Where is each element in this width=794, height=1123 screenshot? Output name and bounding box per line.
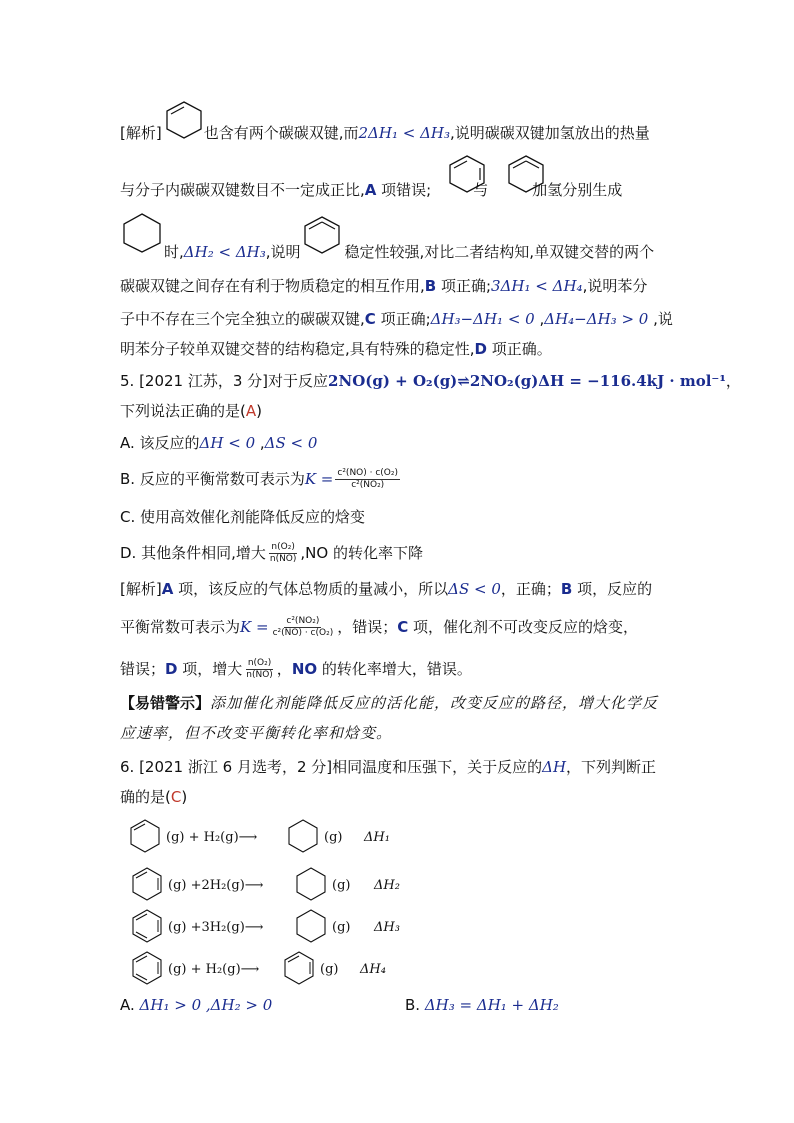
text: 错误； [120,660,166,678]
text: 应速率，但不改变平衡转化率和焓变。 [120,724,393,742]
reactants: (g) + H₂(g)⟶ [168,962,260,977]
q5-option-c [120,506,365,528]
answer-letter: A [245,402,257,420]
text: 与 [473,181,489,199]
option-letter: A [161,580,174,598]
fraction [271,616,336,639]
text: 项，增大 [177,660,243,678]
q5-option-b [120,468,402,491]
math: ΔH₄−ΔH₃ > 0 [544,310,649,328]
text: 也含有两个碳碳双键,而 [203,124,359,142]
text: ，错误； [337,618,398,636]
option-letter: D [165,660,178,678]
text: 项正确; [436,277,492,295]
text: 稳定性较强,对比二者结构知,单双键交替的两个 [344,243,655,261]
reactants: (g) + H₂(g)⟶ [166,830,258,845]
text: A. [120,996,140,1014]
option-letter: B [424,277,437,295]
benzene-icon [130,908,164,944]
analysis-line-6 [120,338,552,360]
text: ) [256,402,262,420]
enthalpy-label: ΔH₃ [374,920,400,935]
q5-analysis-line-3 [120,658,472,681]
text: ,NO 的转化率下降 [300,544,423,562]
text: 添加催化剂能降低反应的活化能，改变反应的路径，增大化学反 [210,694,659,712]
text: A. 该反应的 [120,434,200,452]
product: (g) [332,878,351,893]
math: ΔH₃ = ΔH₁ + ΔH₂ [424,996,559,1014]
text: 明苯分子较单双键交替的结构稳定,具有特殊的稳定性, [120,340,475,358]
denominator: c²(NO₂) [351,480,385,490]
text: , [255,434,265,452]
warning-line-2 [120,722,392,744]
text: 项正确; [375,310,431,328]
product: (g) [320,962,339,977]
math: ΔH₁ > 0 ,ΔH₂ > 0 [139,996,273,1014]
text: [解析] [120,580,162,598]
text: B. 反应的平衡常数可表示为 [120,470,305,488]
enthalpy-label: ΔH₁ [364,830,390,845]
reaction-1 [128,818,428,858]
math: ΔS < 0 [448,580,501,598]
text: 加氢分别生成 [532,181,623,199]
enthalpy-label: ΔH₄ [360,962,386,977]
text: 项，反应的 [572,580,653,598]
text: 碳碳双键之间存在有利于物质稳定的相互作用, [120,277,425,295]
cyclohexadiene-icon [505,154,547,194]
q6-header [120,756,656,778]
q5-analysis-line-2 [120,616,638,639]
reaction-3 [128,908,428,948]
equation: 2NO(g) + O₂(g)⇌2NO₂(g)ΔH = −116.4kJ · mol⁻¹ [328,372,726,390]
numerator: c²(NO) · c(O₂) [337,468,399,478]
math: ΔH₃−ΔH₁ < 0 [430,310,535,328]
text: 子中不存在三个完全独立的碳碳双键, [120,310,365,328]
text: ) [181,788,188,806]
analysis-label: [解析] [120,124,162,142]
math: ΔS < 0 [264,434,318,452]
text: 项正确。 [487,340,552,358]
text: 确的是( [120,788,171,806]
reactants: (g) +3H₂(g)⟶ [168,920,264,935]
option-letter: C [397,618,409,636]
reaction-4 [128,950,428,990]
analysis-line-4 [120,275,647,297]
math: 2ΔH₁ < ΔH₃ [358,124,451,142]
option-letter: B [560,580,573,598]
cyclohexane-icon [294,866,328,902]
q6-option-a [120,994,272,1016]
product: (g) [332,920,351,935]
cyclohexane-icon [286,818,320,854]
q5-analysis-line-1 [120,578,652,600]
text: 时, [164,243,184,261]
q6-line-2 [120,786,187,808]
text: 5. [2021 江苏，3 分]对于反应 [120,372,329,390]
cyclohexadiene-icon [301,215,343,255]
denominator: c²(NO) · c(O₂) [272,628,334,638]
text: ，正确； [500,580,561,598]
text: 的转化率增大，错误。 [317,660,472,678]
option-letter: NO [291,660,318,678]
text: 下列说法正确的是( [120,402,246,420]
analysis-line-3 [164,241,654,263]
text: ， [276,660,292,678]
math: K = [240,618,269,636]
fraction [244,658,275,681]
analysis-line-5 [120,308,673,330]
text: ,说 [648,310,673,328]
cyclohexadiene-icon [282,950,316,986]
answer-letter: C [170,788,182,806]
math: ΔH [542,758,567,776]
text: C. 使用高效催化剂能降低反应的焓变 [120,508,366,526]
denominator: n(NO) [246,670,273,680]
text: 平衡常数可表示为 [120,618,241,636]
numerator: n(O₂) [271,542,295,552]
text: 与分子内碳碳双键数目不一定成正比, [120,181,365,199]
q6-option-b [405,994,559,1016]
option-letter: A [364,181,377,199]
text: B. [405,996,425,1014]
warning-line-1 [120,692,658,714]
text: 6. [2021 浙江 6 月选考，2 分]相同温度和压强下，关于反应的 [120,758,543,776]
cyclohexene-icon [163,100,205,140]
q5-option-d [120,542,423,565]
text: ,说明苯分 [582,277,648,295]
q5-option-a [120,432,317,454]
numerator: n(O₂) [247,658,272,668]
text: ，下列判断正 [566,758,657,776]
product: (g) [324,830,343,845]
text: 项，催化剂不可改变反应的焓变， [408,618,639,636]
fraction [335,468,400,491]
text: D. 其他条件相同,增大 [120,544,266,562]
option-letter: D [474,340,487,358]
reaction-2 [128,866,428,906]
cyclohexadiene-icon [446,154,488,194]
denominator: n(NO) [269,554,297,564]
math: ΔH < 0 [199,434,256,452]
q5-line-2 [120,400,262,422]
warning-title: 【易错警示】 [120,694,211,712]
cyclohexane-icon [294,908,328,944]
enthalpy-label: ΔH₂ [374,878,400,893]
option-letter: C [364,310,376,328]
cyclohexene-icon [128,818,162,854]
cyclohexane-icon [120,212,164,254]
reactants: (g) +2H₂(g)⟶ [168,878,264,893]
fraction [268,542,299,565]
numerator: c²(NO₂) [286,616,320,626]
math: K = [304,470,334,488]
text: 项错误; [376,181,432,199]
text: ， [725,372,741,390]
text: ,说明碳碳双键加氢放出的热量 [450,124,650,142]
cyclohexadiene-icon [130,866,164,902]
text: , [534,310,545,328]
text: ,说明 [265,243,301,261]
math: 3ΔH₁ < ΔH₄ [491,277,583,295]
q5-header [120,370,741,392]
text: 项，该反应的气体总物质的量减小，所以 [173,580,449,598]
math: ΔH₂ < ΔH₃ [183,243,266,261]
benzene-icon [130,950,164,986]
